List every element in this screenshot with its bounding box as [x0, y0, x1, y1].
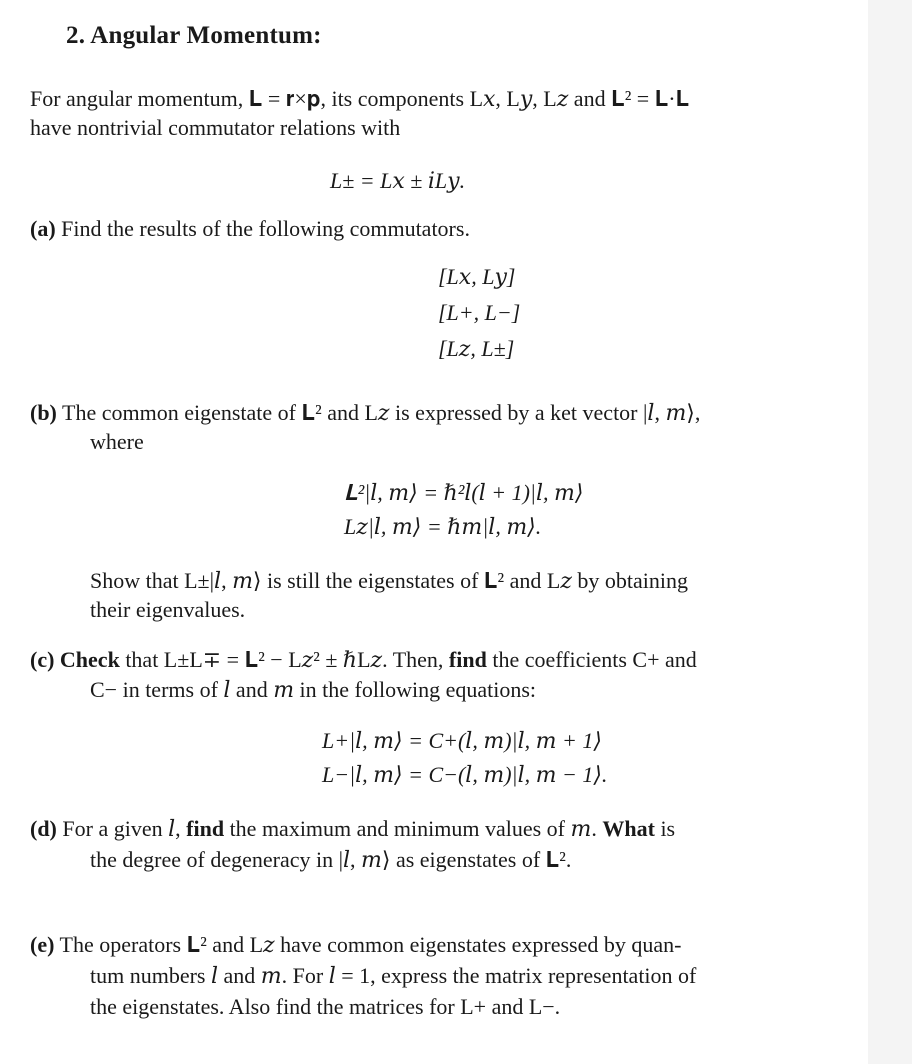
- part-b-text-1: The common eigenstate of 𝐋² and L𝑧 is expressed by a ket vector |𝑙, 𝑚⟩,: [62, 400, 701, 425]
- part-d-pre: For a given 𝑙,: [62, 816, 187, 841]
- part-c-label: (c): [30, 647, 55, 672]
- part-a: [30, 214, 470, 244]
- part-d-line-1: [30, 814, 675, 844]
- ladder-operator-equation: L± = L𝑥 ± 𝑖L𝑦.: [330, 168, 466, 193]
- part-c-find-word: find: [448, 647, 487, 672]
- part-c-line-1: [30, 645, 697, 675]
- part-c-eq-2: L−|𝑙, 𝑚⟩ = C−(𝑙, 𝑚)|𝑙, 𝑚 − 1⟩.: [322, 762, 608, 787]
- part-e-label: (e): [30, 932, 55, 957]
- part-b-label: (b): [30, 400, 57, 425]
- part-b-eq-1: 𝐋²|𝑙, 𝑚⟩ = ℏ²𝑙(𝑙 + 1)|𝑙, 𝑚⟩: [344, 480, 584, 505]
- background-margin: [868, 0, 912, 1064]
- part-d-label: (d): [30, 816, 57, 841]
- part-e-text-1: The operators 𝐋² and L𝑧 have common eigenstates expressed by quan-: [59, 932, 682, 957]
- part-d-what-word: What: [602, 816, 655, 841]
- intro-line-2: have nontrivial commutator relations with: [30, 115, 401, 140]
- part-c-eq-1: L+|𝑙, 𝑚⟩ = C+(𝑙, 𝑚)|𝑙, 𝑚 + 1⟩: [322, 728, 602, 753]
- part-a-label: (a): [30, 216, 56, 241]
- part-d-line-2: the degree of degeneracy in |𝑙, 𝑚⟩ as eigenstates of 𝐋².: [90, 847, 572, 872]
- part-c-text-end: the coefficients C+ and: [486, 647, 697, 672]
- commutator-1: [L𝑥, L𝑦]: [438, 264, 516, 289]
- part-b-line-2: where: [90, 429, 144, 454]
- part-a-text: Find the results of the following commutators.: [61, 216, 470, 241]
- part-b-show-1: Show that L±|𝑙, 𝑚⟩ is still the eigenstates of 𝐋² and L𝑧 by obtaining: [90, 568, 689, 593]
- part-e-line-1: [30, 930, 681, 960]
- part-e-line-2: tum numbers 𝑙 and 𝑚. For 𝑙 = 1, express the matrix representation of: [90, 963, 697, 988]
- section-title: 2. Angular Momentum:: [66, 22, 322, 49]
- part-d-find-word: find: [186, 816, 225, 841]
- part-c-check-word: Check: [59, 647, 120, 672]
- part-b-show-2: their eigenvalues.: [90, 597, 246, 622]
- part-c-text-mid: that L±L∓ = 𝐋² − L𝑧² ± ℏL𝑧. Then,: [119, 647, 449, 672]
- part-e-line-3: the eigenstates. Also find the matrices for L+ and L−.: [90, 994, 561, 1019]
- commutator-3: [L𝑧, L±]: [438, 336, 515, 361]
- intro-line-1: For angular momentum, 𝐋 = 𝐫×𝐩, its components L𝑥, L𝑦, L𝑧 and 𝐋² = 𝐋·𝐋: [30, 86, 690, 111]
- part-c-line-2: C− in terms of 𝑙 and 𝑚 in the following equations:: [90, 677, 537, 702]
- commutator-2: [L+, L−]: [438, 300, 521, 325]
- part-b-eq-2: L𝑧|𝑙, 𝑚⟩ = ℏ𝑚|𝑙, 𝑚⟩.: [344, 514, 542, 539]
- part-d-mid: the maximum and minimum values of 𝑚.: [224, 816, 603, 841]
- part-d-end: is: [654, 816, 676, 841]
- part-b-line-1: [30, 398, 700, 428]
